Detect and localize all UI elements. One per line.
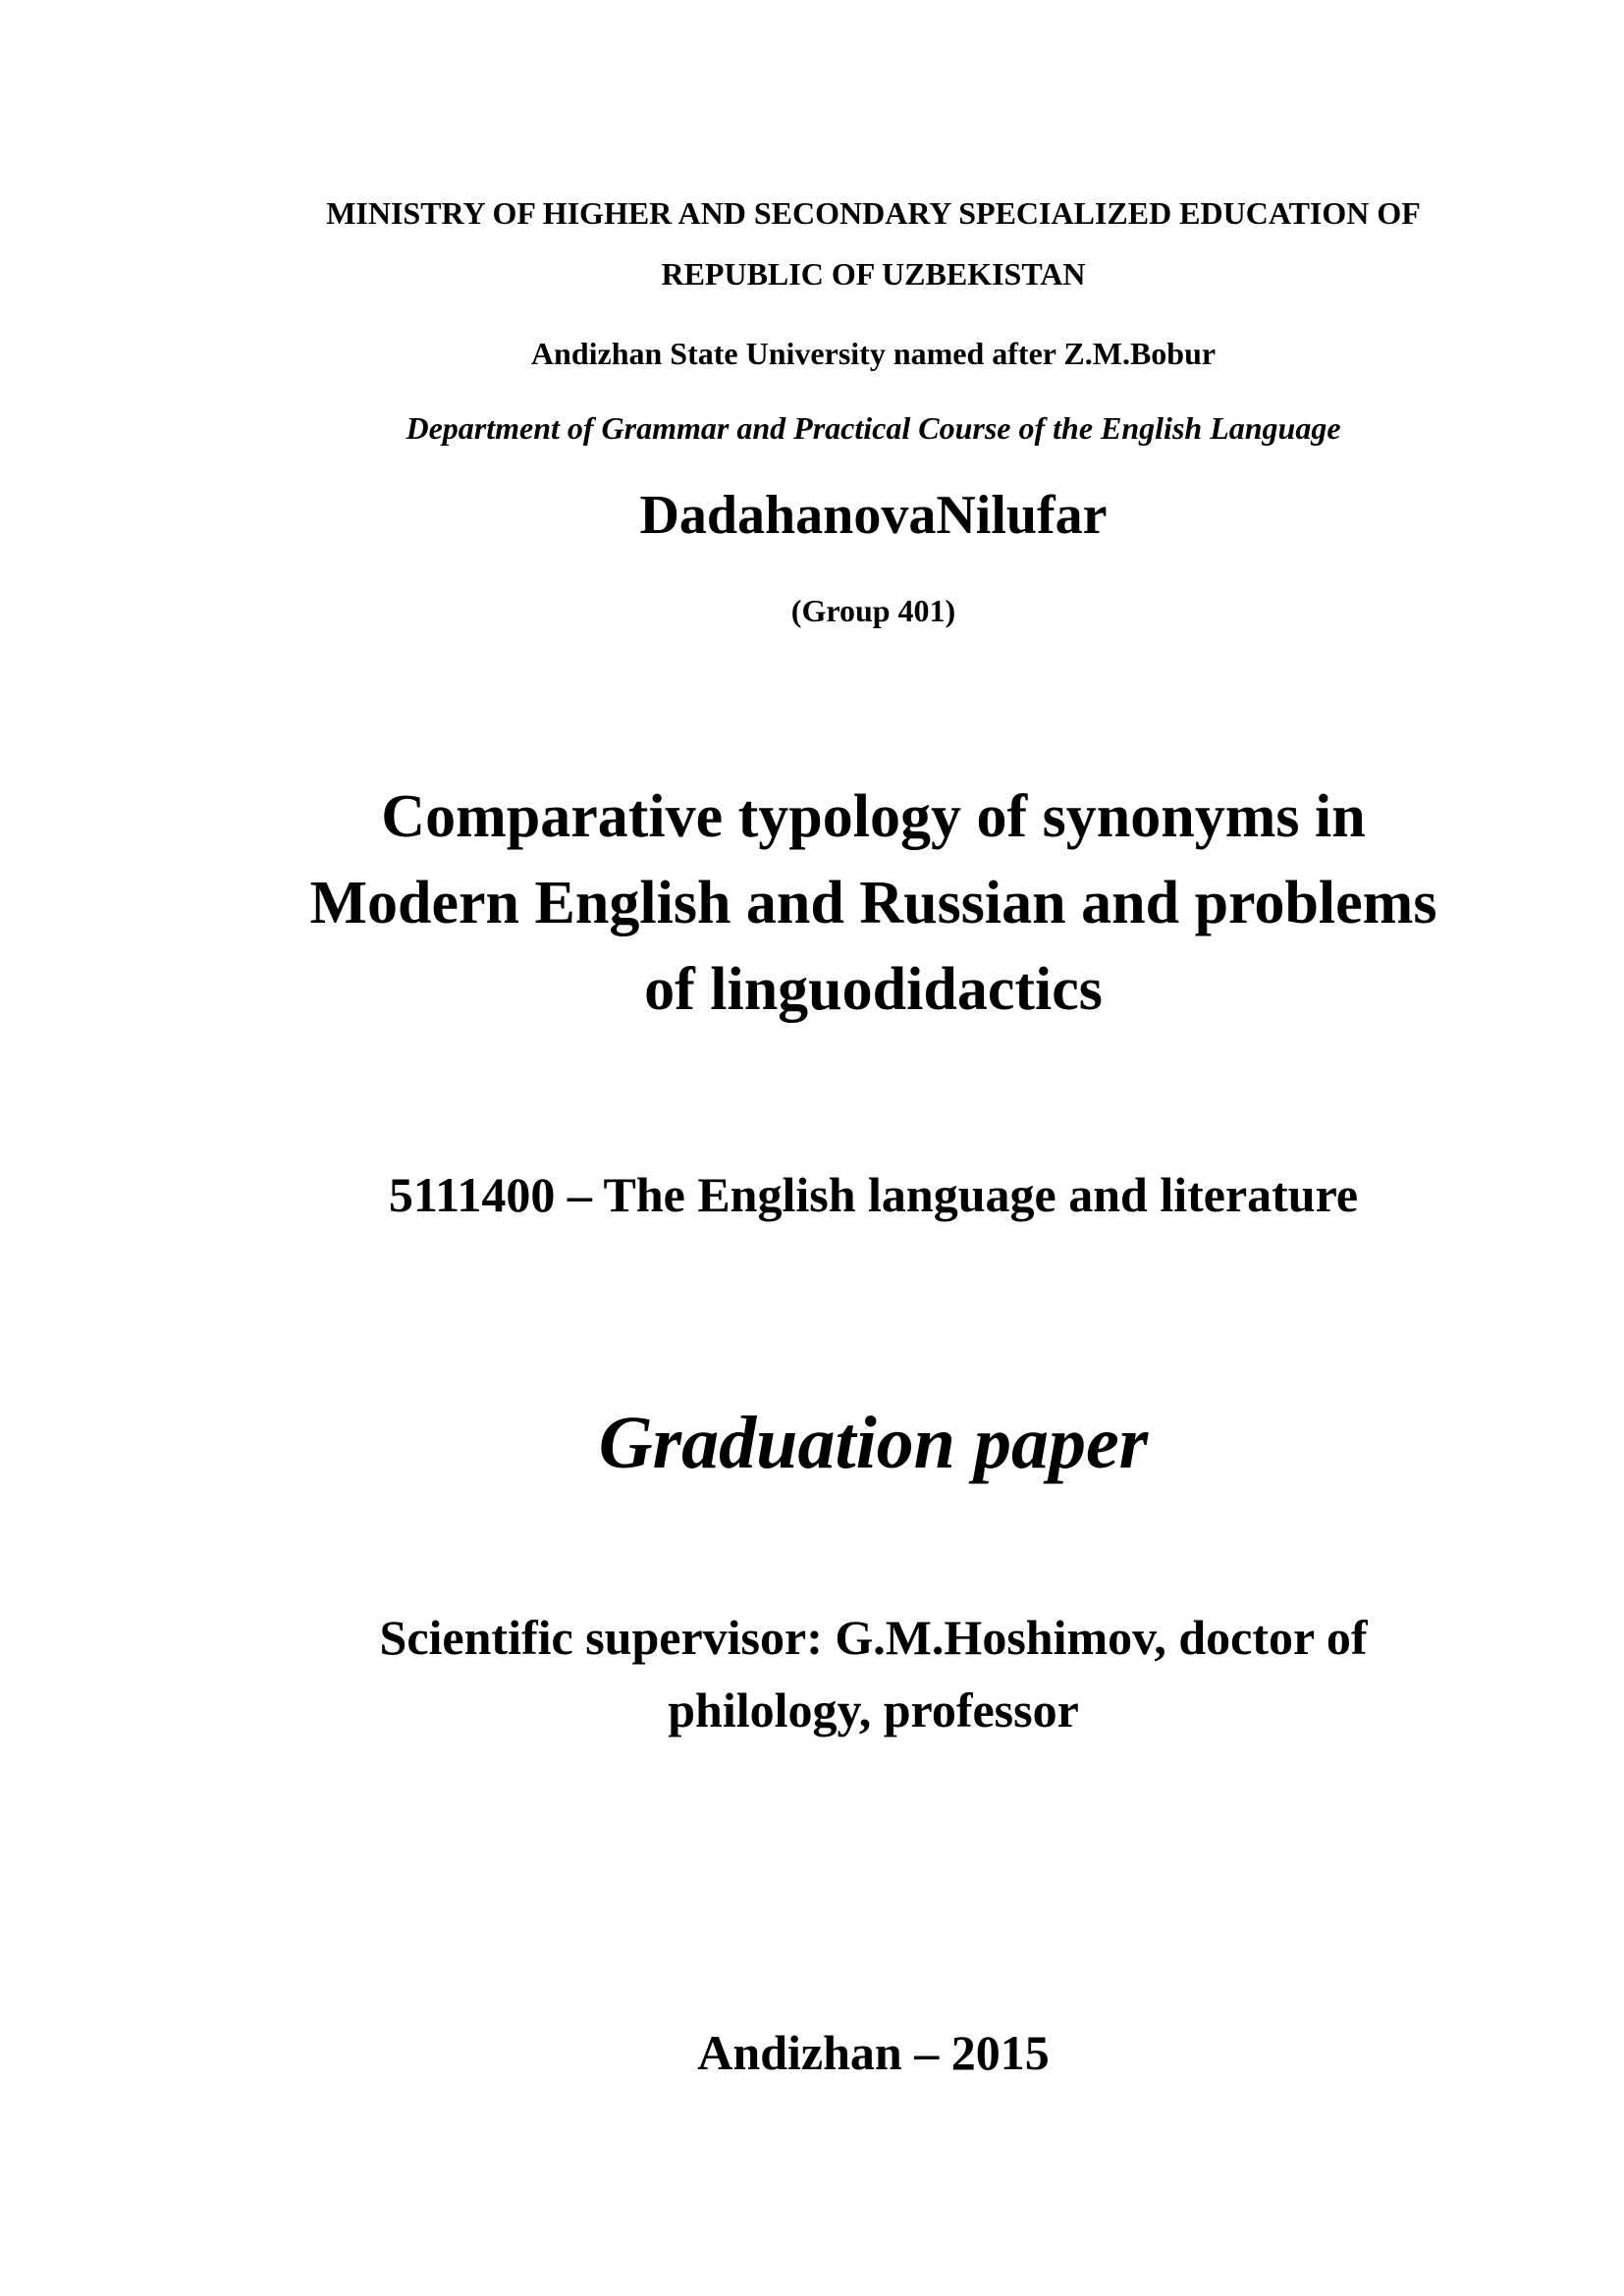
supervisor-line-1: Scientific supervisor: G.M.Hoshimov, doctor of — [379, 1610, 1368, 1665]
scientific-supervisor — [0, 1601, 1624, 1746]
specialty-code: 5111400 – The English language and literature — [388, 1167, 1359, 1222]
ministry-heading — [0, 183, 1624, 304]
university-name: Andizhan State University named after Z.M.Bobur — [530, 336, 1217, 371]
author-name: DadahanovaNilufar — [639, 485, 1108, 546]
ministry-line-2: REPUBLIC OF UZBEKISTAN — [661, 256, 1086, 292]
paper-title-line-2: Modern English and Russian and problems — [309, 870, 1437, 936]
paper-title-line-3: of linguodidactics — [644, 956, 1103, 1023]
author-group: (Group 401) — [790, 593, 956, 628]
department-name: Department of Grammar and Practical Course of the English Language — [406, 410, 1341, 446]
place-and-year: Andizhan – 2015 — [697, 2025, 1050, 2080]
ministry-line-1: MINISTRY OF HIGHER AND SECONDARY SPECIALIZED EDUCATION OF — [326, 195, 1421, 231]
paper-type: Graduation paper — [598, 1402, 1149, 1484]
paper-title — [0, 774, 1624, 1033]
supervisor-line-2: philology, professor — [668, 1682, 1079, 1737]
paper-title-line-1: Comparative typology of synonyms in — [381, 783, 1366, 850]
